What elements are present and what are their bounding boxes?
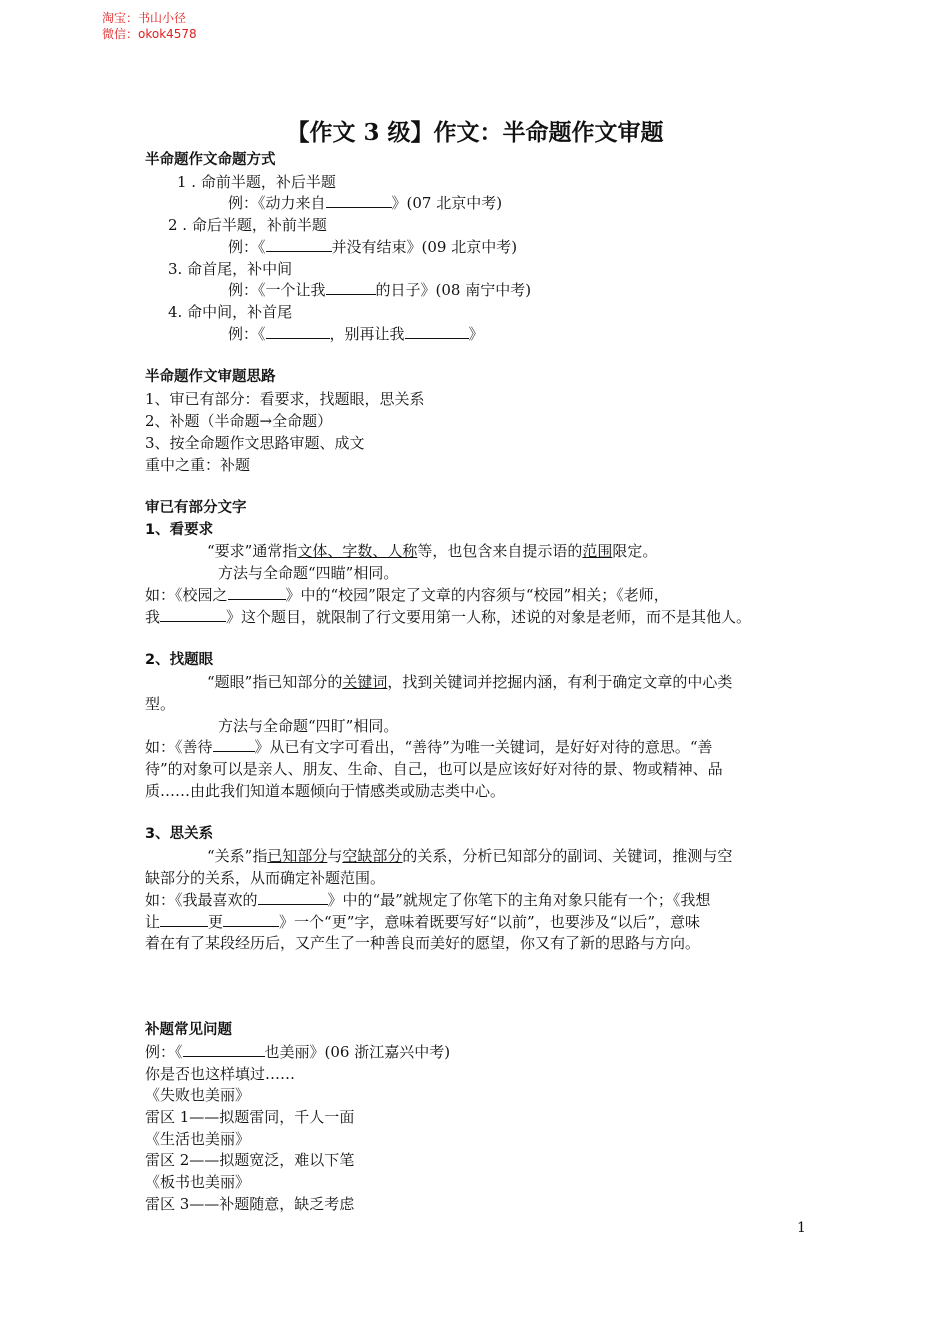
problem-line: 雷区 2——拟题宽泛，难以下笔 (145, 1151, 355, 1169)
example-text: 例：《 (228, 238, 266, 256)
problem-line: 《生活也美丽》 (145, 1130, 251, 1148)
method-example-3 (228, 280, 531, 300)
paragraph-line: 型。 (145, 695, 176, 713)
underlined-term: 空缺部分 (342, 847, 403, 865)
method-item-2: 2 . 命后半题，补前半题 (168, 216, 327, 234)
fill-blank (405, 324, 469, 339)
paragraph-line (145, 585, 669, 605)
text: 》这个题目，就限制了行文要用第一人称，述说的对象是老师，而不是其他人。 (226, 608, 752, 626)
example-text: 的日子》(08 南宁中考) (375, 281, 532, 299)
paragraph-line (145, 607, 751, 627)
underlined-term: 范围 (582, 542, 613, 560)
example-text: 例：《一个让我 (228, 281, 326, 299)
underlined-term: 已知部分 (267, 847, 328, 865)
method-example-4 (228, 324, 484, 344)
text: “要求”通常指 (207, 542, 298, 560)
approach-step-1: 1、审已有部分：看要求，找题眼，思关系 (145, 390, 425, 408)
text: 限定。 (612, 542, 658, 560)
text: 让 (145, 913, 161, 931)
underlined-term: 文体、字数、人称 (297, 542, 418, 560)
text: 例：《 (145, 1043, 183, 1061)
method-item-3: 3. 命首尾，补中间 (168, 260, 293, 278)
watermark-shop: 淘宝：书山小径 (102, 11, 187, 25)
approach-step-2: 2、补题（半命题→全命题） (145, 412, 333, 430)
method-item-4: 4. 命中间，补首尾 (168, 303, 293, 321)
fill-blank (223, 912, 279, 927)
subheading-relationship: 3、思关系 (145, 826, 214, 842)
text: “题眼”指已知部分的 (207, 673, 343, 691)
paragraph-line: 质……由此我们知道本题倾向于情感类或励志类中心。 (145, 782, 506, 800)
problem-line: 雷区 1——拟题雷同，千人一面 (145, 1108, 355, 1126)
problem-line: 雷区 3——补题随意，缺乏考虑 (145, 1195, 355, 1213)
page-number: 1 (797, 1220, 806, 1236)
text: 等，也包含来自提示语的 (417, 542, 583, 560)
example-text: 》(07 北京中考) (391, 194, 503, 212)
method-item-1: 1 . 命前半题，补后半题 (177, 173, 336, 191)
section-heading-review: 审已有部分文字 (145, 500, 247, 516)
method-example-2 (228, 237, 517, 257)
text: 我 (145, 608, 161, 626)
text: 如：《校园之 (145, 586, 228, 604)
problem-line: 《失败也美丽》 (145, 1086, 251, 1104)
fill-blank (183, 1042, 265, 1057)
text: ，找到关键词并挖掘内涵，有利于确定文章的中心类 (387, 673, 733, 691)
problem-line: 你是否也这样填过…… (145, 1065, 296, 1083)
fill-blank (326, 193, 392, 208)
paragraph-line (207, 846, 732, 866)
text: 更 (208, 913, 224, 931)
text: 》从已有文字可看出，“善待”为唯一关键词，是好好对待的意思。“善 (254, 738, 713, 756)
method-example-1 (228, 193, 502, 213)
problem-example (145, 1042, 450, 1062)
text: 》中的“最”就规定了你笔下的主角对象只能有一个；《我想 (327, 891, 711, 909)
text: 》一个“更”字，意味着既要写好“以前”，也要涉及“以后”，意味 (279, 913, 701, 931)
fill-blank (228, 585, 286, 600)
text: 如：《我最喜欢的 (145, 891, 258, 909)
underlined-term: 关键词 (342, 673, 388, 691)
subheading-requirements: 1、看要求 (145, 522, 214, 538)
paragraph-line (145, 737, 713, 757)
text: 的关系，分析已知部分的副词、关键词，推测与空 (402, 847, 733, 865)
paragraph-line (145, 890, 710, 910)
text: 》中的“校园”限定了文章的内容须与“校园”相关；《老师， (285, 586, 669, 604)
approach-key-point: 重中之重：补题 (145, 456, 251, 474)
example-text: 》 (468, 325, 484, 343)
example-text: 并没有结束》(09 北京中考) (331, 238, 518, 256)
text: “关系”指 (207, 847, 268, 865)
paragraph-line (145, 912, 700, 932)
example-text: ，别再让我 (329, 325, 405, 343)
paragraph-line (207, 672, 732, 692)
problem-line: 《板书也美丽》 (145, 1173, 251, 1191)
watermark-wechat: 微信：okok4578 (102, 27, 197, 41)
fill-blank (266, 324, 330, 339)
text: 也美丽》(06 浙江嘉兴中考) (264, 1043, 451, 1061)
text: 如：《善待 (145, 738, 213, 756)
example-text: 例：《 (228, 325, 266, 343)
fill-blank (258, 890, 328, 905)
approach-step-3: 3、按全命题作文思路审题、成文 (145, 434, 365, 452)
paragraph-line: 方法与全命题“四盯”相同。 (218, 717, 399, 735)
subheading-keyword: 2、找题眼 (145, 652, 214, 668)
fill-blank (266, 237, 332, 252)
paragraph-line: 缺部分的关系，从而确定补题范围。 (145, 869, 386, 887)
section-heading-approach: 半命题作文审题思路 (145, 369, 276, 385)
watermark (102, 10, 197, 42)
fill-blank (213, 737, 255, 752)
text: 与 (327, 847, 343, 865)
paragraph-line: 方法与全命题“四瞄”相同。 (218, 564, 399, 582)
paragraph-line (207, 541, 657, 561)
section-heading-methods: 半命题作文命题方式 (145, 152, 276, 168)
page-title: 【作文 3 级】作文：半命题作文审题 (286, 119, 664, 146)
paragraph-line: 待”的对象可以是亲人、朋友、生命、自己，也可以是应该好好对待的景、物或精神、品 (145, 760, 723, 778)
fill-blank (326, 280, 376, 295)
fill-blank (160, 607, 226, 622)
example-text: 例：《动力来自 (228, 194, 326, 212)
paragraph-line: 着在有了某段经历后，又产生了一种善良而美好的愿望，你又有了新的思路与方向。 (145, 934, 701, 952)
fill-blank (160, 912, 208, 927)
section-heading-common-problems: 补题常见问题 (145, 1022, 232, 1038)
